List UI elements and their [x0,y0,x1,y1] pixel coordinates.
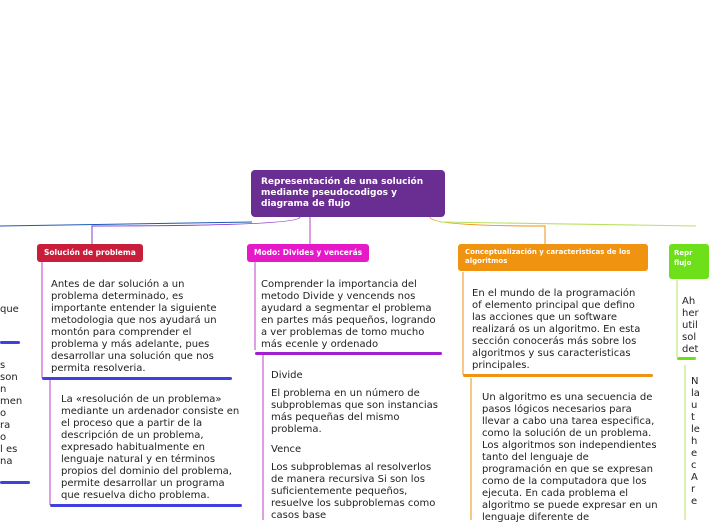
modo-underline-1 [255,352,442,355]
branch-concept-header[interactable] [458,244,648,271]
repr-text-2 [691,376,701,508]
connector-solucion [92,217,300,244]
repr-line: Ah [682,296,696,307]
repr-line: A [691,472,698,483]
root-node[interactable] [251,170,445,217]
repr-line: c [691,460,697,471]
left-underline-1 [0,341,20,344]
connector-concept [430,217,545,244]
branch-solucion-label: Solución de problema [44,248,136,257]
repr-underline-1 [677,357,696,360]
root-title: Representación de una solución mediante pseudocodigos y diagrama de flujo [261,177,424,209]
repr-line: sol [682,332,697,343]
left-fragment-line: que [0,304,19,315]
left-fragment-line: o [0,408,7,419]
repr-line: r [691,484,696,495]
branch-repr-label: Repr flujo [674,249,693,267]
left-fragment-line: l es [0,444,18,455]
concept-text-2: Un algoritmo es una secuencia de pasos lógicos necesarios para llevar a cabo una tarea especifica, como la solución de un problema. Los algoritmos son independientes tanto del lenguaje de programación en que se expresan como de la computadora que los ejecuta. En cada problema el algoritmo se puede expresar en un lenguaje diferente de [482,392,658,523]
left-fragment-line: ra [0,420,11,431]
connector-left [0,222,252,226]
repr-line: h [691,436,698,447]
left-fragment-1 [0,304,19,316]
divide-title: Divide [271,370,303,381]
repr-line: N [691,376,699,387]
branch-repr-header[interactable] [669,244,709,279]
vence-title: Vence [271,444,302,455]
vence-text: Los subproblemas al resolverlos de manera recursiva Si son los suficientemente pequeños, resuelve los subproblemas como casos base [271,462,436,521]
solucion-underline-1 [42,377,232,380]
branch-solucion-header[interactable] [37,244,143,262]
solucion-underline-2 [50,504,242,507]
branch-concept-label: Conceptualización y caracteristicas de los algoritmos [465,248,631,265]
left-fragment-2 [0,360,24,468]
repr-line: e [691,496,698,507]
left-fragment-line: men [0,396,23,407]
repr-line: t [691,412,695,423]
repr-line: det [682,344,699,355]
branch-modo-header[interactable] [247,244,369,262]
modo-text-1: Comprender la importancia del metodo Divide y vencends nos ayudard a segmentar el problema en partes más pequeños, logrando a ver problemas de tomo mucho más ecenle y ordenado [261,279,436,350]
solucion-text-2: La «resolución de un problema» mediante un ardenador consiste en el proceso que a partir de la descripción de un problema, expresado habitualmente en lenguaje natural y en términos propios del dominio del problema, permite desarrollar un programa que resuelva dicho problema. [61,394,240,501]
branch-modo-label: Modo: Divides y vencerás [254,248,363,257]
left-underline-2 [0,481,30,484]
repr-text-1 [682,296,702,356]
divide-text: El problema en un número de subproblemas que son instancias más pequeñas del mismo problema. [271,388,438,435]
repr-line: e [691,448,698,459]
left-fragment-line: na [0,456,13,467]
connector-repr [440,222,696,226]
repr-line: la [691,388,700,399]
repr-line: util [682,320,698,331]
modo-sub [271,370,443,522]
left-fragment-line: s son [0,360,18,383]
left-fragment-line: o [0,432,7,443]
repr-line: le [691,424,700,435]
concept-text-1: En el mundo de la programación of elemento principal que defino las acciones que un software realizará os un algoritmo. En esta sección conocerás más sobre los algoritmos y sus caracteristicas principales. [472,288,641,371]
repr-line: u [691,400,698,411]
repr-line: her [682,308,699,319]
left-fragment-line: n [0,384,7,395]
solucion-text-1: Antes de dar solución a un problema determinado, es importante entender la siguiente metodologia que nos ayudará un montón para comprender el problema y más adelante, pues desarrollar una solución que nos permita resolveria. [51,279,217,374]
concept-underline-1 [463,374,653,377]
